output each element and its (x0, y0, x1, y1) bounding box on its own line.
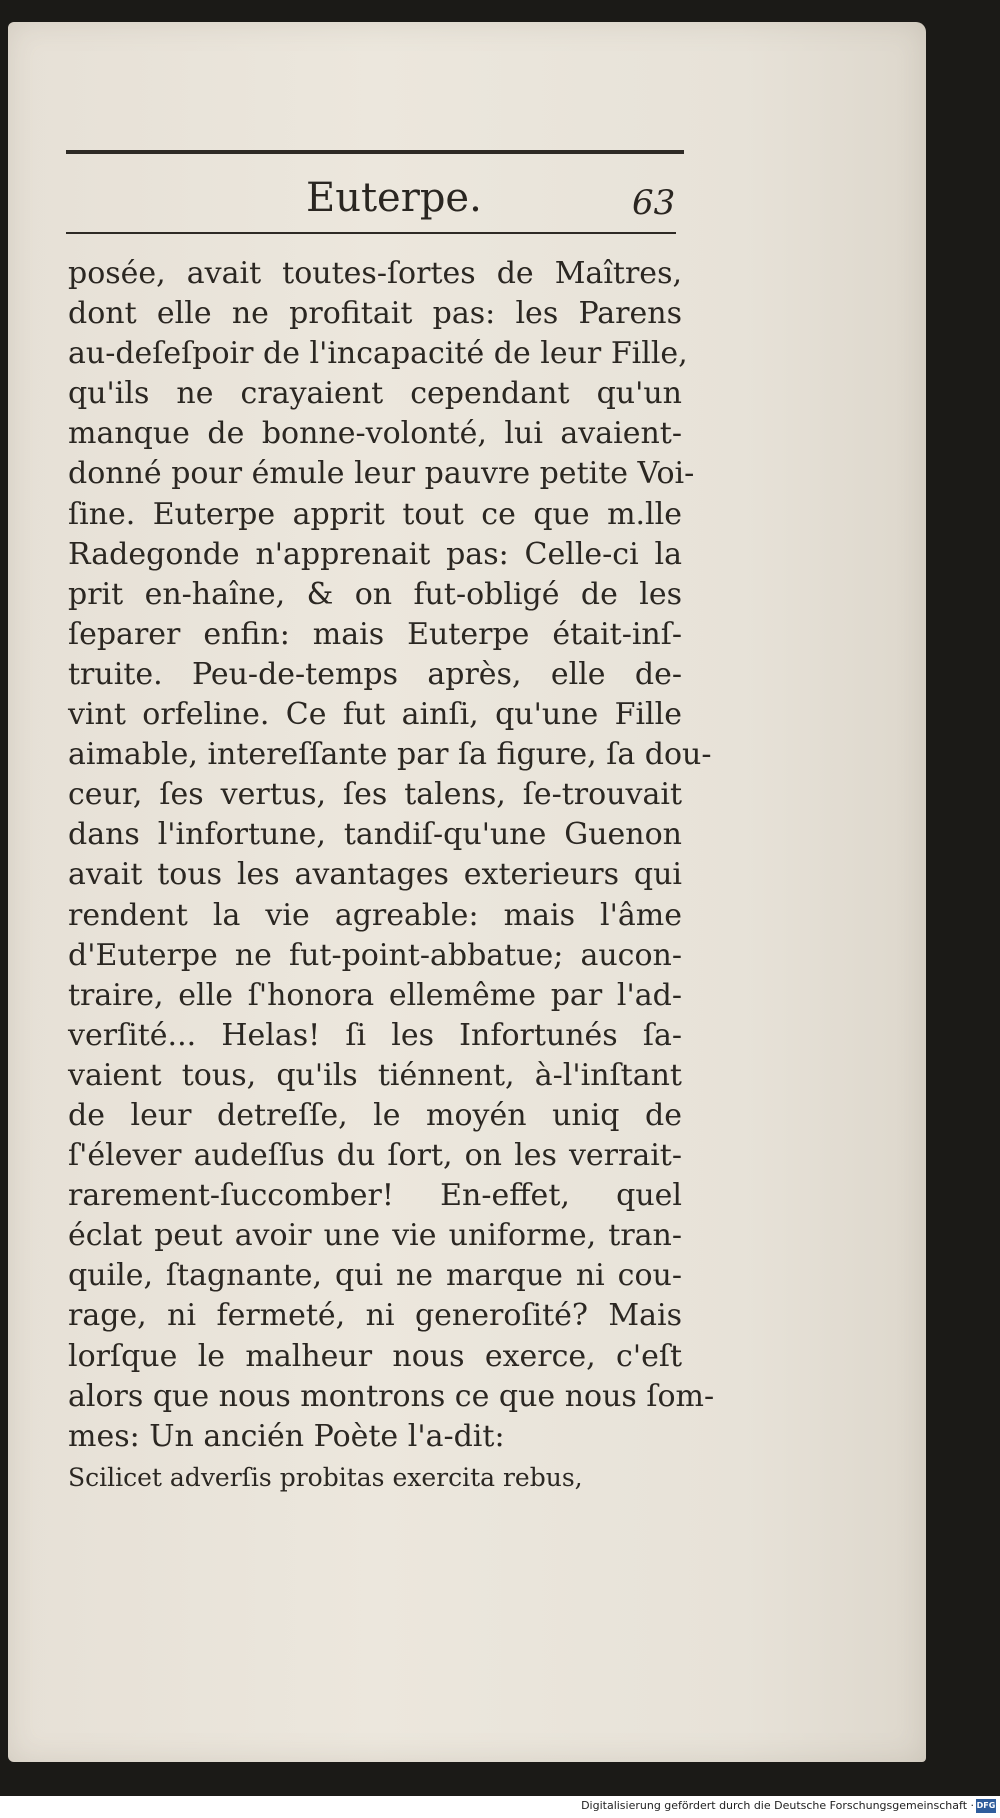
text-line: prit en-haîne, & on fut-obligé de les (68, 576, 682, 612)
header-rule-bottom (66, 232, 676, 234)
funding-credit: Digitalisierung gefördert durch die Deutsche Forschungsgemeinschaft · (581, 1799, 974, 1812)
text-line: quile, ſtagnante, qui ne marque ni cou- (68, 1258, 682, 1294)
text-line: truite. Peu-de-temps après, elle de- (68, 656, 682, 692)
text-line: vint orfeline. Ce fut ainſi, qu'une Fille (68, 697, 682, 733)
text-line: Radegonde n'apprenait pas: Celle-ci la (68, 536, 682, 572)
text-line: d'Euterpe ne fut-point-abbatue; aucon- (68, 937, 682, 973)
text-line: au-deſeſpoir de l'incapacité de leur Fille, (68, 336, 688, 372)
running-head-title: Euterpe. (306, 175, 482, 221)
text-line: ceur, ſes vertus, ſes talens, ſe-trouvait (68, 777, 682, 813)
dfg-logo-icon: DFG (976, 1799, 996, 1813)
body-text (68, 254, 715, 1495)
text-line: manque de bonne-volonté, lui avaient- (68, 416, 682, 452)
text-line: rendent la vie agreable: mais l'âme (68, 897, 682, 933)
header-rule-top (66, 150, 684, 154)
latin-quotation: Scilicet adverſis probitas exercita rebus, (68, 1462, 583, 1492)
text-line: aimable, intereſſante par ſa figure, ſa dou- (68, 737, 712, 773)
text-line: ſeparer enfin: mais Euterpe était-inſ- (68, 616, 682, 652)
text-line: rage, ni fermeté, ni generoſité? Mais (68, 1298, 682, 1334)
text-line: posée, avait toutes-ſortes de Maîtres, (68, 256, 682, 291)
text-line: rarement-ſuccomber! En-effet, quel (68, 1178, 682, 1214)
text-line: ſine. Euterpe apprit tout ce que m.lle (68, 496, 682, 532)
text-line: ſ'élever audeſſus du ſort, on les verrait- (68, 1138, 682, 1174)
text-line: mes: Un ancién Poète l'a-dit: (68, 1418, 505, 1454)
text-line: dans l'infortune, tandiſ-qu'une Guenon (68, 817, 682, 853)
text-line: donné pour émule leur pauvre petite Voi- (68, 456, 695, 492)
text-line: qu'ils ne crayaient cependant qu'un (68, 376, 682, 412)
text-line: dont elle ne profitait pas: les Parens (68, 296, 682, 332)
text-line: éclat peut avoir une vie uniforme, tran- (68, 1218, 682, 1254)
text-line: verſité... Helas! ſi les Infortunés ſa- (68, 1017, 682, 1053)
text-line: de leur detreſſe, le moyén uniq de (68, 1097, 682, 1133)
text-line: avait tous les avantages exterieurs qui (68, 857, 682, 893)
text-line: traire, elle ſ'honora ellemême par l'ad- (68, 977, 682, 1013)
page-number: 63 (632, 183, 676, 223)
text-line: lorſque le malheur nous exerce, c'eſt (68, 1338, 682, 1374)
text-line: alors que nous montrons ce que nous ſom- (68, 1378, 715, 1414)
text-line: vaient tous, qu'ils tiénnent, à-l'inſtant (68, 1057, 682, 1093)
